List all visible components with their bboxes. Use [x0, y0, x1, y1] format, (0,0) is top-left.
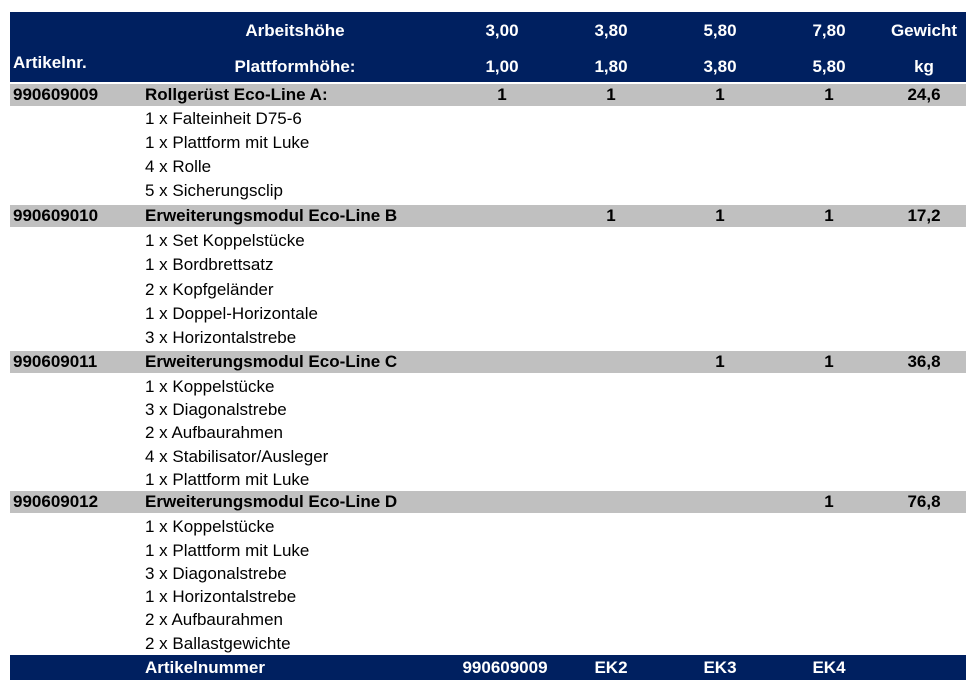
list-item: 4 x Rolle	[145, 157, 212, 176]
plattformhoehe-label: Plattformhöhe:	[234, 57, 356, 76]
qty-col3: 1	[715, 206, 725, 225]
list-item: 2 x Aufbaurahmen	[145, 610, 283, 629]
list-item: 1 x Bordbrettsatz	[145, 255, 274, 274]
plattformhoehe-col4: 5,80	[812, 57, 846, 76]
product-name: Rollgerüst Eco-Line A:	[145, 85, 328, 104]
footer-col1: 990609009	[462, 658, 548, 677]
qty-col2: 1	[606, 206, 616, 225]
plattformhoehe-col2: 1,80	[594, 57, 628, 76]
weight-unit: kg	[914, 57, 934, 76]
qty-col4: 1	[824, 492, 834, 511]
product-name: Erweiterungsmodul Eco-Line D	[145, 492, 398, 511]
list-item: 2 x Aufbaurahmen	[145, 423, 283, 442]
table-footer	[10, 655, 966, 680]
list-item: 1 x Horizontalstrebe	[145, 587, 297, 606]
product-weight: 24,6	[907, 85, 941, 104]
list-item: 3 x Horizontalstrebe	[145, 328, 297, 347]
product-name: Erweiterungsmodul Eco-Line B	[145, 206, 398, 225]
list-item: 4 x Stabilisator/Ausleger	[145, 447, 329, 466]
list-item: 1 x Doppel-Horizontale	[145, 304, 318, 323]
arbeitshoehe-label: Arbeitshöhe	[245, 21, 345, 40]
product-id: 990609011	[13, 352, 98, 371]
qty-col1: 1	[497, 85, 507, 104]
list-item: 1 x Koppelstücke	[145, 377, 275, 396]
product-id: 990609009	[13, 85, 99, 104]
artikelnr-label: Artikelnr.	[13, 53, 87, 72]
list-item: 2 x Kopfgeländer	[145, 280, 274, 299]
arbeitshoehe-col4: 7,80	[812, 21, 846, 40]
list-item: 2 x Ballastgewichte	[145, 634, 291, 653]
list-item: 1 x Plattform mit Luke	[145, 133, 310, 152]
qty-col3: 1	[715, 85, 725, 104]
qty-col4: 1	[824, 206, 834, 225]
product-weight: 36,8	[907, 352, 941, 371]
footer-col2: EK2	[594, 658, 628, 677]
product-id: 990609012	[13, 492, 99, 511]
arbeitshoehe-col3: 5,80	[703, 21, 737, 40]
plattformhoehe-col1: 1,00	[485, 57, 519, 76]
product-weight: 17,2	[907, 206, 941, 225]
list-item: 1 x Set Koppelstücke	[145, 231, 305, 250]
list-item: 1 x Plattform mit Luke	[145, 541, 310, 560]
list-item: 1 x Koppelstücke	[145, 517, 275, 536]
qty-col3: 1	[715, 352, 725, 371]
product-name: Erweiterungsmodul Eco-Line C	[145, 352, 398, 371]
list-item: 3 x Diagonalstrebe	[145, 564, 287, 583]
product-id: 990609010	[13, 206, 99, 225]
list-item: 5 x Sicherungsclip	[145, 181, 283, 200]
footer-col3: EK3	[703, 658, 737, 677]
qty-col2: 1	[606, 85, 616, 104]
arbeitshoehe-col2: 3,80	[594, 21, 628, 40]
qty-col4: 1	[824, 352, 834, 371]
table-header	[10, 12, 966, 82]
footer-col4: EK4	[812, 658, 846, 677]
list-item: 1 x Falteinheit D75-6	[145, 109, 302, 128]
weight-label: Gewicht	[890, 21, 958, 40]
list-item: 3 x Diagonalstrebe	[145, 400, 287, 419]
arbeitshoehe-col1: 3,00	[485, 21, 519, 40]
footer-label: Artikelnummer	[145, 658, 265, 677]
plattformhoehe-col3: 3,80	[703, 57, 737, 76]
list-item: 1 x Plattform mit Luke	[145, 470, 310, 489]
product-weight: 76,8	[907, 492, 941, 511]
qty-col4: 1	[824, 85, 834, 104]
